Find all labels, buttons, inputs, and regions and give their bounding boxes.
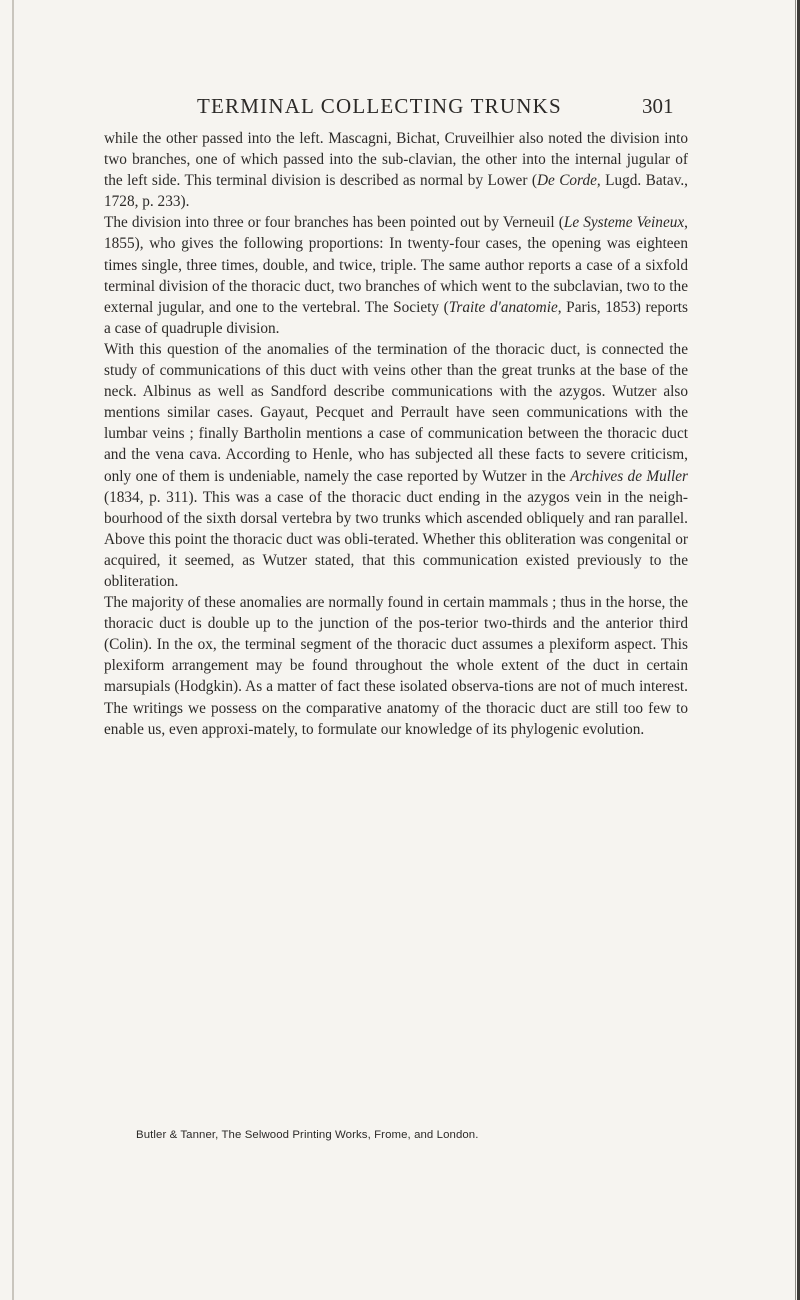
- running-header: [197, 94, 697, 120]
- text-run: The division into three or four branches has been pointed out by Verneuil (: [104, 214, 564, 232]
- body-text: [104, 128, 688, 740]
- text-run: The majority of these anomalies are normally found in certain mammals ; thus in the horse, the thoracic duct is double up to the junction of the pos-terior two-thirds and the anterior third (Colin). In the ox, the terminal segment of the thoracic duct assumes a plexiform aspect. This plexiform arrangement may be found throughout the whole extent of the duct in certain marsupials (Hodgkin). As a matter of fact these isolated observa-tions are not of much interest. The writings we possess on the comparative anatomy of the thoracic duct are still too few to enable us, even approxi-mately, to formulate our knowledge of its phylogenic evolution.: [104, 594, 688, 738]
- page-edge-line: [795, 0, 796, 1300]
- text-run: , 1855), who gives the following proportions: In twenty-four cases, the opening was eighteen times single, three times, double, and twice, triple. The same author reports a case of a sixfold terminal division of the thoracic duct, two branches of which went to the subclavian, two to the external jugular, and one to the vertebral. The Society (: [104, 214, 688, 316]
- paragraph: [104, 592, 688, 740]
- page-number: 301: [642, 94, 674, 118]
- italic-run: Archives de Muller: [570, 467, 689, 485]
- running-title: TERMINAL COLLECTING TRUNKS: [197, 94, 562, 118]
- paragraph: [104, 128, 688, 212]
- gutter-shadow: [12, 0, 14, 1300]
- italic-run: Le Systeme Veineux: [563, 214, 685, 232]
- paragraph: [104, 339, 688, 592]
- text-run: , Lugd. Batav., 1728, p. 233).: [104, 172, 689, 211]
- printer-colophon: Butler & Tanner, The Selwood Printing Works, Frome, and London.: [136, 1129, 479, 1141]
- text-run: (1834, p. 311). This was a case of the thoracic duct ending in the azygos vein in the neigh-bourhood of the sixth dorsal vertebra by two trunks which ascended obliquely and ran parallel. Above this point the thoracic duct was obli-terated. Whether this obliteration was congenital or acquired, it seemed, as Wutzer stated, that this communication existed previously to the obliteration.: [104, 488, 688, 590]
- italic-run: Traite d'anatomie: [448, 298, 558, 316]
- paragraph: [104, 212, 688, 339]
- text-run: With this question of the anomalies of the termination of the thoracic duct, is connected the study of communications of this duct with veins other than the great trunks at the base of the neck. Albinus as well as Sandford describe communications with the azygos. Wutzer also mentions similar cases. Gayaut, Pecquet and Perrault have seen communications with the lumbar veins ; finally Bartholin mentions a case of communication between the thoracic duct and the vena cava. According to Henle, who has subjected all these facts to severe criticism, only one of them is undeniable, namely the case reported by Wutzer in the: [104, 340, 688, 485]
- text-run: , Paris, 1853) reports a case of quadruple division.: [104, 298, 688, 337]
- italic-run: De Corde: [536, 172, 597, 190]
- text-run: while the other passed into the left. Mascagni, Bichat, Cruveilhier also noted the division into two branches, one of which passed into the sub-clavian, the other into the internal jugular of the left side. This terminal division is described as normal by Lower (: [104, 130, 688, 190]
